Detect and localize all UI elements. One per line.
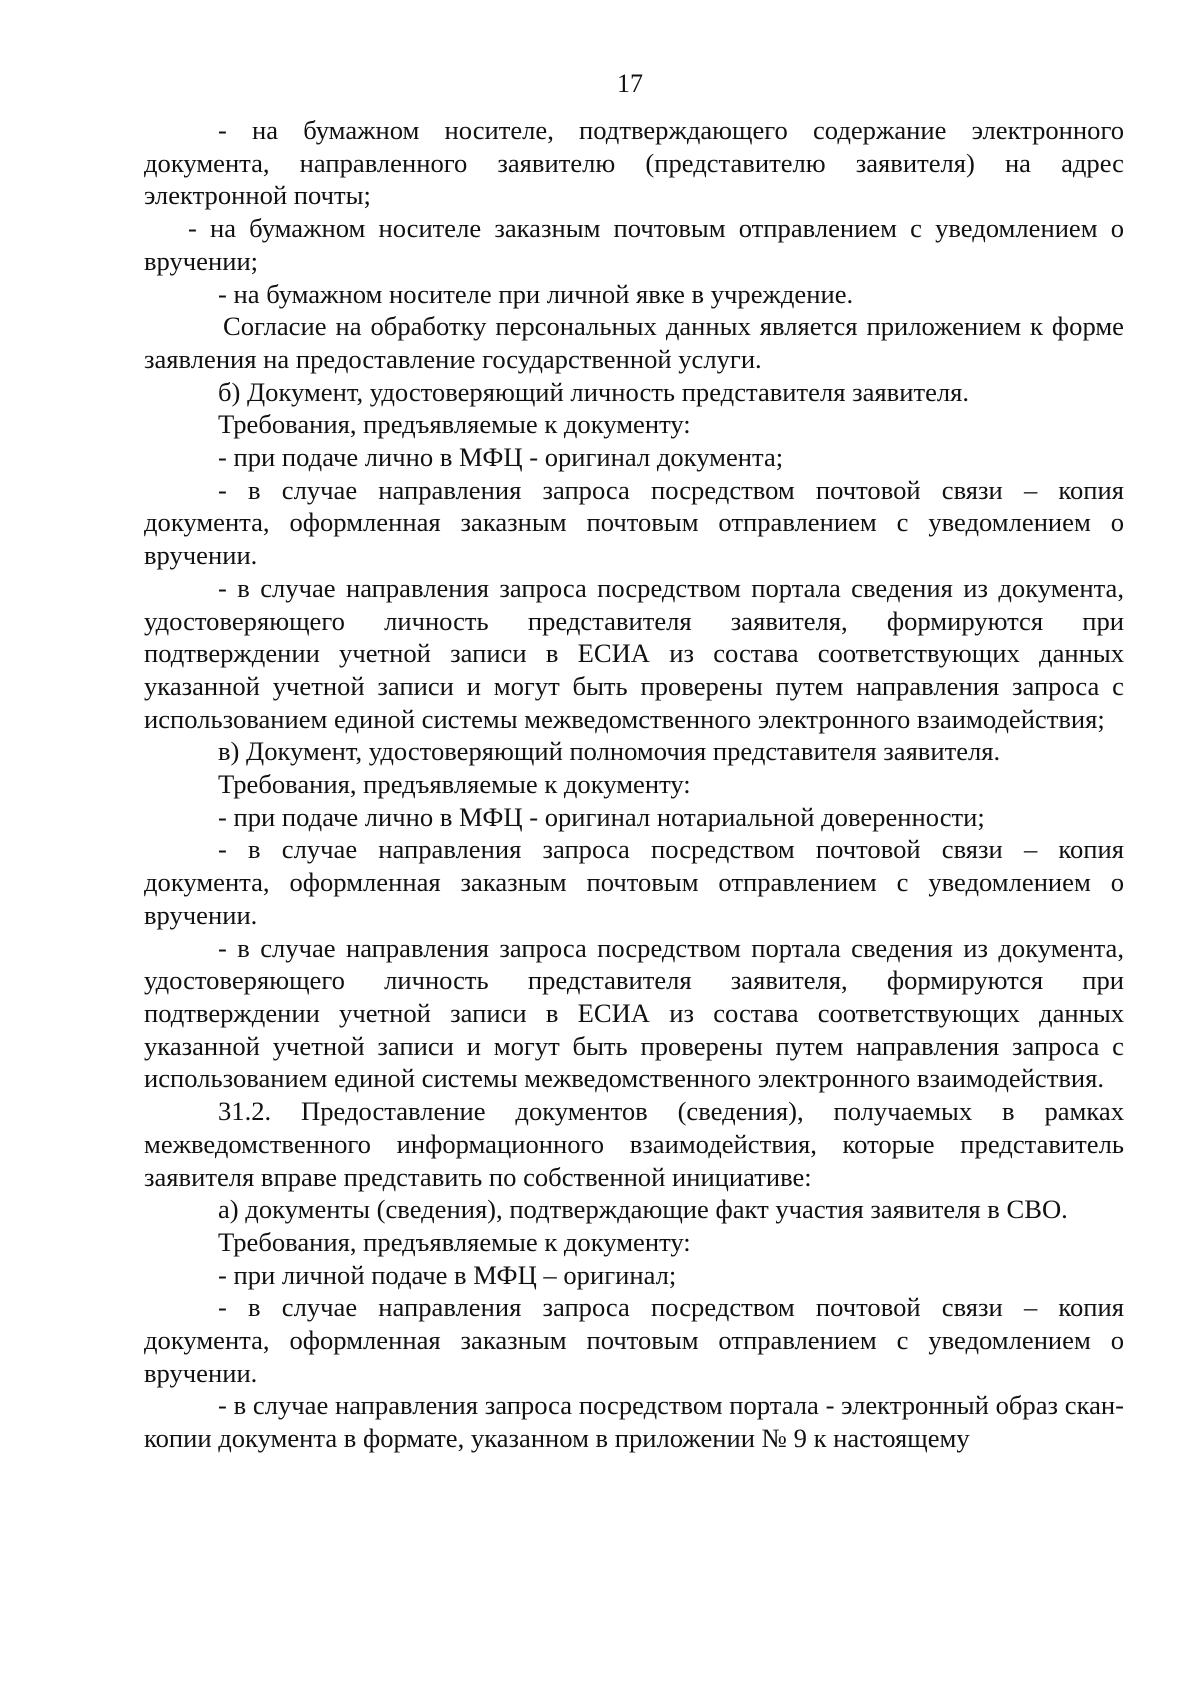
page-number: 17 [617, 69, 643, 98]
paragraph: - в случае направления запроса посредством почтовой связи – копия документа, оформленная заказным почтовым отправлением с уведомлением о вручении. [144, 1292, 1124, 1388]
paragraph: 31.2. Предоставление документов (сведения), получаемых в рамках межведомственного информационного взаимодействия, которые представитель заявителя вправе представить по собственной инициативе: [144, 1096, 1124, 1192]
paragraph: - на бумажном носителе заказным почтовым отправлением с уведомлением о вручении; [144, 213, 1124, 276]
paragraph: - в случае направления запроса посредством портала сведения из документа, удостоверяющего личность представителя заявителя, формируются при подтверждении учетной записи в ЕСИА из состава соответствующих данных указанной учетной записи и могут быть проверены путем направления запроса с использованием единой системы межведомственного электронного взаимодействия. [144, 932, 1124, 1094]
paragraph: Требования, предъявляемые к документу: [218, 1226, 691, 1257]
paragraph: - при личной подаче в МФЦ – оригинал; [218, 1259, 677, 1290]
paragraph: - при подаче лично в МФЦ - оригинал документа; [218, 442, 784, 473]
paragraph: - на бумажном носителе при личной явке в учреждение. [218, 278, 854, 309]
paragraph: - в случае направления запроса посредством почтовой связи – копия документа, оформленная заказным почтовым отправлением с уведомлением о вручении. [144, 474, 1124, 571]
paragraph: Требования, предъявляемые к документу: [218, 769, 691, 800]
paragraph: а) документы (сведения), подтверждающие факт участия заявителя в СВО. [218, 1194, 1068, 1225]
paragraph: - на бумажном носителе, подтверждающего содержание электронного документа, направленного заявителю (представителю заявителя) на адрес электронной почты; [144, 115, 1124, 211]
paragraph: Согласие на обработку персональных данных является приложением к форме заявления на предоставление государственной услуги. [144, 311, 1124, 374]
paragraph: - в случае направления запроса посредством портала сведения из документа, удостоверяющего личность представителя заявителя, формируются при подтверждении учетной записи в ЕСИА из состава соответствующих данных указанной учетной записи и могут быть проверены путем направления запроса с использованием единой системы межведомственного электронного взаимодействия; [144, 572, 1124, 734]
paragraph: - в случае направления запроса посредством почтовой связи – копия документа, оформленная заказным почтовым отправлением с уведомлением о вручении. [144, 834, 1124, 930]
paragraph: б) Документ, удостоверяющий личность представителя заявителя. [218, 376, 970, 407]
paragraph: - в случае направления запроса посредством портала - электронный образ скан-копии документа в формате, указанном в приложении № 9 к настоящему [144, 1390, 1124, 1454]
document-body [144, 114, 1124, 1455]
paragraph: - при подаче лично в МФЦ - оригинал нотариальной доверенности; [218, 801, 985, 832]
paragraph: в) Документ, удостоверяющий полномочия представителя заявителя. [218, 736, 1001, 767]
paragraph: Требования, предъявляемые к документу: [218, 409, 691, 440]
